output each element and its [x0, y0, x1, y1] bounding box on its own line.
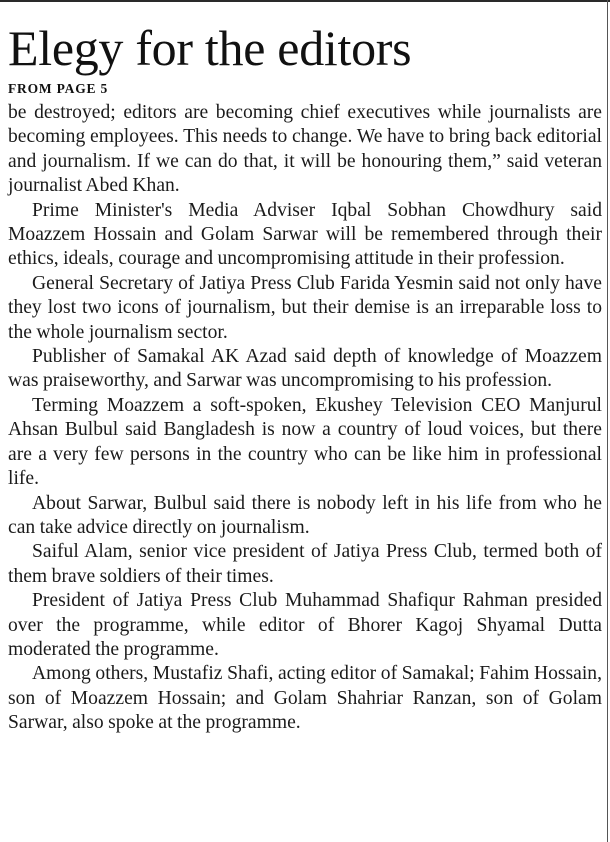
paragraph: Publisher of Samakal AK Azad said depth of knowledge of Moazzem was praiseworthy, and Sarwar was uncompromising to his profession. [8, 346, 602, 392]
paragraph: President of Jatiya Press Club Muhammad Shafiqur Rahman presided over the programme, while editor of Bhorer Kagoj Shyamal Dutta moderated the programme. [8, 590, 602, 660]
paragraph: Among others, Mustafiz Shafi, acting editor of Samakal; Fahim Hossain, son of Moazzem Hossain; and Golam Shahriar Ranzan, son of Golam Sarwar, also spoke at the programme. [8, 663, 602, 734]
paragraph-continued: be destroyed; editors are becoming chief executives while journalists are becoming employees. This needs to change. We have to bring back editorial and journalism. If we can do that, it will be honouring them,” said veteran journalist Abed Khan. [8, 102, 602, 197]
headline: Elegy for the editors [8, 20, 412, 76]
right-rule [607, 0, 608, 842]
continued-from-label: FROM PAGE 5 [8, 81, 109, 96]
paragraph: About Sarwar, Bulbul said there is nobody left in his life from who he can take advice directly on journalism. [8, 492, 602, 538]
paragraph: General Secretary of Jatiya Press Club Farida Yesmin said not only have they lost two icons of journalism, but their demise is an irreparable loss to the whole journalism sector. [8, 272, 602, 343]
paragraph: Prime Minister's Media Adviser Iqbal Sobhan Chowdhury said Moazzem Hossain and Golam Sarwar will be remembered through their ethics, ideals, courage and uncompromising attitude in their profession. [8, 199, 602, 270]
top-rule [0, 0, 610, 2]
article-body [8, 101, 602, 736]
paragraph: Terming Moazzem a soft-spoken, Ekushey Television CEO Manjurul Ahsan Bulbul said Bangladesh is now a country of loud voices, but there are a very few persons in the country who can be like him in professional life. [8, 394, 602, 490]
paragraph: Saiful Alam, senior vice president of Jatiya Press Club, termed both of them brave soldiers of their times. [8, 541, 602, 587]
